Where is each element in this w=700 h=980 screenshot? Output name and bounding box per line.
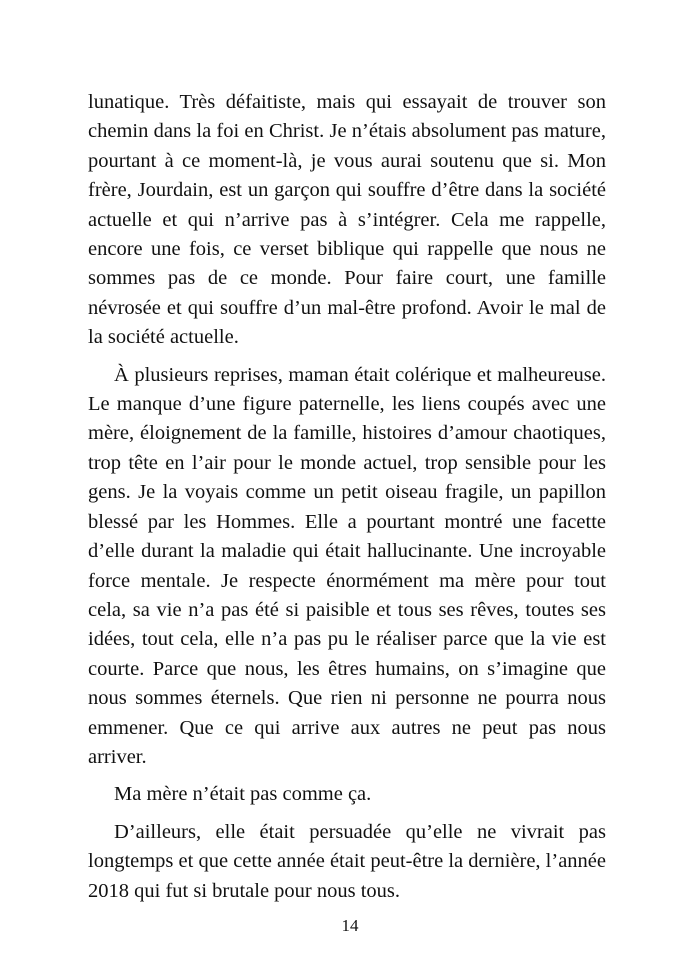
paragraph-2: À plusieurs reprises, maman était colérique et malheureuse. Le manque d’une figure paternelle, les liens coupés avec une mère, éloignement de la famille, histoires d’amour chaotiques, trop tête en l’air pour le monde actuel, trop sensible pour les gens. Je la voyais comme un petit oiseau fragile, un papillon blessé par les Hommes. Elle a pourtant montré une facette d’elle durant la maladie qui était hallucinante. Une incroyable force mentale. Je respecte énormément ma mère pour tout cela, sa vie n’a pas été si paisible et tous ses rêves, toutes ses idées, tout cela, elle n’a pas pu le réaliser parce que la vie est courte. Parce que nous, les êtres humains, on s’imagine que nous sommes éternels. Que rien ni personne ne pourra nous emmener. Que ce qui arrive aux autres ne peut pas nous arriver.	[88, 363, 606, 768]
paragraph-1: lunatique. Très défaitiste, mais qui essayait de trouver son chemin dans la foi en Christ. Je n’étais absolument pas mature, pourtant à ce moment-là, je vous aurai soutenu que si. Mon frère, Jourdain, est un garçon qui souffre d’être dans la société actuelle et qui n’arrive pas à s’intégrer. Cela me rappelle, encore une fois, ce verset biblique qui rappelle que nous ne sommes pas de ce monde. Pour faire court, une famille névrosée et qui souffre d’un mal-être profond. Avoir le mal de la société actuelle.	[88, 91, 606, 349]
body-text	[88, 88, 606, 914]
paragraph-3: Ma mère n’était pas comme ça.	[114, 783, 372, 806]
page-number: 14	[341, 916, 359, 935]
paragraph-4: D’ailleurs, elle était persuadée qu’elle ne vivrait pas longtemps et que cette année était peut-être la dernière, l’année 2018 qui fut si brutale pour nous tous.	[88, 820, 606, 902]
